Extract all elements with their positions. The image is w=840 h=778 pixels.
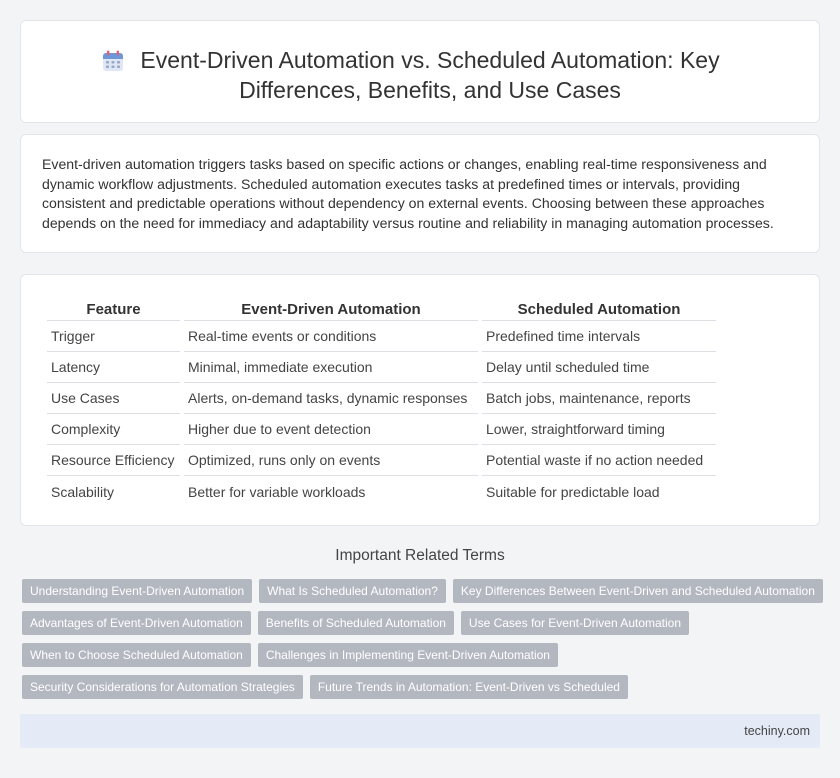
related-term-tag[interactable]: What Is Scheduled Automation? (259, 579, 446, 603)
related-term-tag[interactable]: Future Trends in Automation: Event-Driven vs Scheduled (310, 675, 628, 699)
table-cell: Optimized, runs only on events (184, 445, 478, 476)
table-cell: Higher due to event detection (184, 414, 478, 445)
table-cell: Batch jobs, maintenance, reports (482, 383, 716, 414)
tag-row (22, 675, 822, 699)
related-term-tag[interactable]: Key Differences Between Event-Driven and Scheduled Automation (453, 579, 823, 603)
table-row (47, 321, 716, 352)
table-cell: Minimal, immediate execution (184, 352, 478, 383)
table-row (47, 352, 716, 383)
table-cell: Resource Efficiency (47, 445, 180, 476)
header-scheduled: Scheduled Automation (482, 295, 716, 321)
table-cell: Use Cases (47, 383, 180, 414)
related-term-tag[interactable]: Advantages of Event-Driven Automation (22, 611, 251, 635)
table-row (47, 445, 716, 476)
related-terms-list (22, 579, 822, 707)
comparison-table (43, 295, 720, 507)
table-cell: Delay until scheduled time (482, 352, 716, 383)
related-term-tag[interactable]: Understanding Event-Driven Automation (22, 579, 252, 603)
intro-paragraph: Event-driven automation triggers tasks based on specific actions or changes, enabling real-time responsiveness and dynamic workflow adjustments. Scheduled automation executes tasks at predefined times or intervals, providing consistent and predictable operations without dependency on external events. Choosing between these approaches depends on the need for immediacy and adaptability versus routine and reliability in managing automation processes. (42, 156, 774, 231)
related-term-tag[interactable]: Use Cases for Event-Driven Automation (461, 611, 689, 635)
footer (20, 714, 820, 748)
table-cell: Lower, straightforward timing (482, 414, 716, 445)
table-cell: Suitable for predictable load (486, 483, 660, 500)
footer-site-link[interactable]: techiny.com (744, 724, 810, 738)
table-cell: Complexity (47, 414, 180, 445)
table-row (47, 383, 716, 414)
related-terms-heading: Important Related Terms (335, 547, 505, 564)
header-event-driven: Event-Driven Automation (184, 295, 478, 321)
related-term-tag[interactable]: Security Considerations for Automation Strategies (22, 675, 303, 699)
table-cell: Latency (47, 352, 180, 383)
related-term-tag[interactable]: When to Choose Scheduled Automation (22, 643, 251, 667)
tag-row (22, 611, 822, 635)
table-row (47, 476, 716, 507)
related-term-tag[interactable]: Benefits of Scheduled Automation (258, 611, 454, 635)
page-title: Event-Driven Automation vs. Scheduled Automation: Key Differences, Benefits, and Use Cases (140, 47, 720, 103)
tag-row (22, 643, 822, 667)
table-cell: Trigger (47, 321, 180, 352)
related-term-tag[interactable]: Challenges in Implementing Event-Driven Automation (258, 643, 558, 667)
table-cell: Potential waste if no action needed (482, 445, 716, 476)
tag-row (22, 579, 822, 603)
title-card (20, 20, 820, 123)
intro-card (20, 134, 820, 253)
table-header-row (47, 295, 716, 321)
table-cell: Better for variable workloads (188, 483, 366, 500)
comparison-card (20, 274, 820, 526)
table-cell: Real-time events or conditions (184, 321, 478, 352)
table-cell: Alerts, on-demand tasks, dynamic responses (184, 383, 478, 414)
table-row (47, 414, 716, 445)
table-cell: Scalability (51, 483, 115, 500)
header-feature: Feature (47, 295, 180, 321)
table-cell: Predefined time intervals (482, 321, 716, 352)
